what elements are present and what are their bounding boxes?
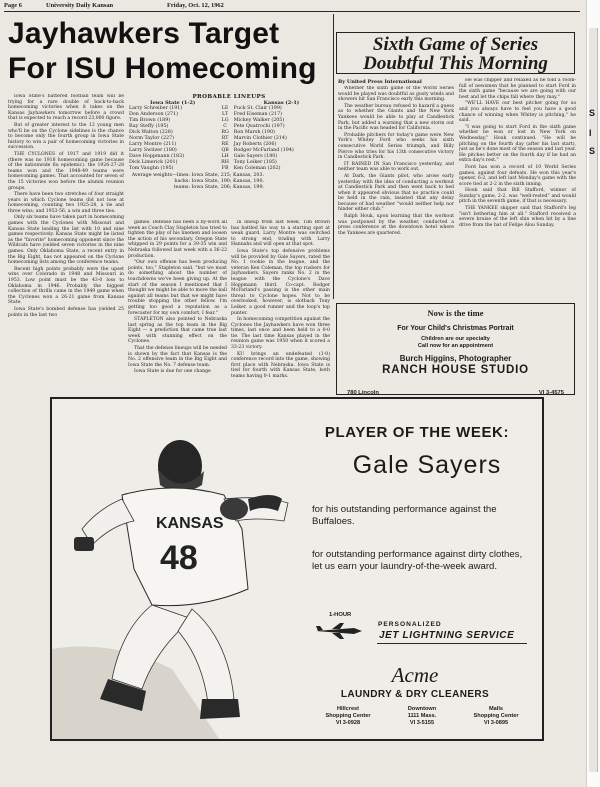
ad-text-2: for outstanding performance against dirty clothes, let us earn your laundry-of-the-week award. [312, 549, 523, 572]
paragraph: KU brings an undefeated (1-0) conference record into the game, showing first place with Nebraska. Iowa State is tied for fourth with Kansas State, both teams having 0-1 marks. [231, 351, 330, 380]
page-binding [589, 28, 598, 772]
paragraph: Ralph Houk, upon learning that the workout was postponed by the weather, conducted a press conference at the downtown hotel where the Yankees are quartered. [338, 214, 454, 236]
lineup-iowa-state-player: Dave Hoppmann (183) [129, 154, 185, 159]
ad-subhead: For Your Child's Christmas Portrait [397, 325, 514, 332]
store-hillcrest [310, 706, 386, 727]
lineup-position: RT [221, 136, 229, 141]
lineup-header-iowa-state: Iowa State (1-2) [150, 100, 196, 106]
jet-plane-icon [314, 623, 364, 639]
lineup-position: LT [222, 112, 229, 117]
page-number: Page 6 [4, 2, 22, 9]
lineup-kansas-player: Jay Roberts (206) [233, 142, 277, 147]
lineup-iowa-state-player: Don Anderson (271) [129, 112, 178, 117]
paper-name: University Daily Kansan [46, 2, 114, 9]
edge-letter: S [589, 146, 596, 156]
lineup-row [128, 166, 330, 172]
store-name: Malls [489, 706, 503, 712]
player-of-week-title: PLAYER OF THE WEEK: [324, 424, 510, 441]
store-address: Shopping Center [325, 713, 371, 719]
lineup-position: RE [221, 142, 229, 147]
story2-headline-box [336, 32, 575, 74]
paragraph: "WE'LL HAVE our best pitcher going for us and you always have to feel you have a good chance of winning when Whitey is pitching," he said. [459, 101, 576, 124]
paragraph: IT RAINED IN San Francisco yesterday, and neither team was able to work out. [338, 161, 454, 173]
store-name: Downtown [407, 706, 437, 712]
player-of-week-ad [50, 397, 544, 741]
story2-column-2 [459, 78, 576, 299]
edge-letter: I [589, 128, 592, 138]
paragraph: That the defense lineups will be needed is shown by the fact that Kansas is the No. 2 offensive team in the Big Eight and Iowa State the No. 7 defense team. [128, 346, 227, 368]
story2-column-1 [338, 86, 454, 299]
story-column-2 [128, 220, 227, 394]
paragraph: Probable pitchers for today's game were New York's Whitey Ford who seeks his sixth consecutive World Series triumph, and Billy Pierce who tries for his 13th consecutive victory in Candlestick Park. [338, 132, 454, 161]
avg-backs-value: Iowa State, 190; Kansas, 190. [191, 179, 265, 184]
lineup-kansas-player: Puck St. Clair (199) [233, 106, 282, 111]
avg-backs-label: backs: [174, 179, 190, 184]
column-divider [333, 14, 334, 299]
football-player-photo [52, 399, 302, 741]
paragraph: in lineup from last week. Tim Brown has battled his way to a starting spot at weak guard. Larry Montre was switched to strong end, trading with Larry Hannahs and will open at that spot. [231, 220, 330, 248]
story-column-3 [231, 220, 330, 394]
lineup-kansas-player: Marvin Clothier (214) [233, 136, 287, 141]
lineup-position: LE [221, 106, 229, 111]
paragraph: Iowa State is due for one change [134, 369, 211, 375]
lineup-iowa-state-player: Dick Walton (228) [129, 130, 173, 135]
store-downtown [384, 706, 460, 727]
store-address: Shopping Center [473, 713, 519, 719]
lineup-iowa-state-player: Larry Switzer (180) [129, 148, 177, 153]
paragraph: Iowa State's battered football team will be trying for a rare double of back-to-back homecoming victories when it takes on the Kansas Jayhawkers tomorrow before a crowd that is expected to reach a record 23,000 figure. [8, 94, 124, 122]
headline-line-2: For ISU Homecoming [8, 52, 317, 85]
headline-line-1: Jayhawkers Target [8, 17, 280, 50]
story-column-1 [8, 94, 124, 394]
ad-call-now: Call now for an appointment [417, 343, 494, 349]
avg-teams-value: Iowa State, 206; Kansas, 199. [191, 185, 265, 190]
story2-byline: By United Press International [338, 79, 422, 85]
avg-lines-value: Iowa State, 215; Kansas, 203. [191, 173, 265, 178]
paragraph: "Our own offense has been producing points, too," Stapleton said, "but we must do something about the number of touchdowns we've been giving up. At the start of the season I mentioned that I thought we might be able to move the ball against all teams but that we might have trouble stopping the other fellow. I'm getting too good a reputation as a forecaster for my own comfort, I fear." [128, 260, 227, 316]
avg-lines-label: Average weights—lines: [131, 173, 190, 178]
lineup-kansas-player: Pete Quatrochi (197) [233, 124, 285, 129]
story2-headline-line-2: Doubtful This Morning [363, 53, 548, 74]
paragraph: Iowa State's top defensive problems will be provided by Gale Sayers, rated the No. 1 rookie in the league, and the veteran Ken Coleman, the top rushers for Jayhawkers. Sayers ranks No. 2 in the league with the Cyclone's Dave Hoppmann third. Co-capt. Rodger McFarland's passing is the other main threat to Cyclone hopes. Not to be overlooked, however, is slotback Tony Leiker, a good runner and the loop's top punter. [231, 248, 330, 316]
one-hour-label: 1-HOUR [329, 612, 352, 618]
lineup-iowa-state-player: Tim Brown (189) [129, 118, 171, 123]
personalized-label: PERSONALIZED [378, 621, 442, 628]
lineups-table [128, 94, 330, 191]
average-weights [128, 173, 330, 191]
paragraph: Only six teams have taken part in homecoming games with the Cyclones with Missouri and Kansas State leading the list with 10 and nine games respectively. Kansas State might be listed as the "favorite" homecoming opponent since the Wildcats have yielded seven victories in the nine games. Only Oklahoma State, a recent entry in the Big Eight, has not appeared on the Cyclone homecoming lists among the conference teams. [8, 215, 124, 266]
ad-address: 780 Lincoln [347, 390, 379, 396]
store-phone: VI 3-5155 [409, 720, 435, 726]
lineup-iowa-state-player: Ray Steffy (195) [129, 124, 169, 129]
paragraph: games. Defense has been a by-word all week as Coach Clay Stapleton has tried to tighten the play of his linemen and loosen the action of his secondary. Oregon State whipped in 29 points for a 39-35 win and Nebraska followed last week with a 36-22 production. [128, 220, 227, 259]
ad-photographer: Burch Higgins, Photographer [399, 354, 512, 363]
paragraph: Whether the sixth game of the World Series would be played was doubtful as gusty winds and showers hit San Francisco early this morning. [338, 86, 454, 103]
paragraph: The weather bureau refused to hazard a guess as to whether the Giants and the New York Yankees would be able to play at Candlestick Park, but added a warning that a new storm out in the Pacific was headed for California. [338, 103, 454, 132]
lineup-iowa-state-player: Dick Limerick (201) [129, 160, 178, 165]
lineup-kansas-player: Tony Leiker (185) [233, 160, 277, 165]
store-phone: VI 3-0928 [335, 720, 361, 726]
portrait-studio-ad [336, 303, 575, 395]
store-malls [458, 706, 534, 727]
story2-headline-line-1: Sixth Game of Series [372, 34, 539, 55]
paragraph: Recent high points probably were the upset wins over Colorado in 1948 and Missouri in 1953. Low point must be the 43-0 loss to Oklahoma in 1946. Probably the biggest collection of thrills came in the 1949 game when the Cyclones won a 26-21 game from Kansas State. [8, 266, 124, 306]
paragraph: THE CYCLONES of 1917 and 1919 did it (there was no 1918 homecoming game because of the nationwide flu epidemic). the 1926-27-28 teams won and the 1948-49 teams were homecoming games. That accounted for seven of the 15 victories won before the alumni reunion groups. [8, 151, 124, 191]
lineup-kansas-player: Mickey Walker (205) [233, 118, 285, 123]
ad-text-1: for his outstanding performance against the Buffaloes. [312, 504, 497, 527]
avg-teams-label: teams: [173, 185, 190, 190]
lineup-position: LH [221, 154, 229, 159]
store-name: Hillcrest [336, 706, 360, 712]
paragraph: Houk said that Bill Stafford, winner of Sunday's game, 2-2, was "well-rested" and would pitch in the seventh game, if that is necessary. [459, 188, 576, 205]
paragraph: He was chipper and relaxed as he told a room-full of newsmen that he planned to start Ford in the sixth game "because we are going with our best and let the chips fall where they may." [459, 78, 576, 100]
lineup-position: RG [221, 130, 229, 135]
folio-line [4, 2, 576, 11]
ad-phone: VI 3-4575 [538, 390, 564, 396]
lineups-title: PROBABLE LINEUPS [192, 94, 266, 100]
lineup-iowa-state-player: Larry Montre (211) [129, 142, 177, 147]
store-phone: VI 3-0895 [483, 720, 509, 726]
paragraph: At Dark, the Giants pilot, who arose early yesterday with the idea of conducting a workout at Candlestick Park and then went back to bed when it appeared obvious that no practice could be held in the rain, insisted that any delay because of bad weather "would neither help nor hinder either club." [338, 173, 454, 213]
paragraph: THE YANKEE skipper said that Stafford's leg "isn't bothering him at all." Stafford received a severe bruise of the left shin when hit by a line drive from the bat of Felipe Alou Sunday. [459, 206, 576, 228]
service-underline [377, 643, 527, 644]
lineup-kansas-player: Ron Marsh (190) [233, 130, 275, 135]
acme-logo: Acme [391, 663, 439, 687]
ad-studio-name: RANCH HOUSE STUDIO [382, 364, 529, 376]
lineup-position: FB [221, 166, 229, 171]
jet-service-label: JET LIGHTNING SERVICE [379, 630, 515, 641]
lineup-header-kansas: Kansas (2-1) [263, 100, 300, 106]
paragraph: Iowa State's bombed defense has yielded 25 points in the last two [8, 306, 124, 318]
lineup-position: QB [221, 148, 229, 153]
player-name: Gale Sayers [352, 451, 502, 479]
store-address: 1111 Mass. [407, 713, 437, 719]
lineup-position: LG [221, 118, 229, 123]
paragraph: In homecoming competition against the Cyclones the Jayhawkers have won three times, last once and been held to a 0-0 tie. The last time Kansas played in the reunion game was 1950 when it scored a 33-23 victory. [231, 317, 330, 351]
jersey-number: 48 [160, 539, 198, 577]
paragraph: Ford has won a record of 10 World Series games, against four defeats. He won this year's opener, 6-2, and left last Monday's game with the score tied at 2-2 in the sixth inning. [459, 164, 576, 187]
lineup-iowa-state-player: Larry Schreiber (191) [129, 106, 183, 111]
paragraph: But of greater interest to the 12 young men who'll be on the Cyclone sidelines is the chance to become only the fourth group in Iowa State history to win a pair of homecoming victories in succession. [8, 122, 124, 151]
lineup-kansas-player: Ken Coleman (202) [233, 166, 281, 171]
lineup-iowa-state-player: Tom Vaughn (195) [129, 166, 174, 171]
paragraph: There have been two stretches of four straight years in which Cyclone teams did not lose at homecoming, counting two 1925-28, a tie and three wins; and 1953-56, a win and three ties. [8, 192, 124, 214]
folio-rule [4, 11, 580, 12]
lineup-kansas-player: Rodger McFarland (194) [233, 148, 294, 153]
paragraph: STAPLETON also pointed to Nebraska last spring as the top team in the Big Eight — a prediction that came true last week with stunning effect on the Cyclones. [128, 317, 227, 345]
issue-date: Friday, Oct. 12, 1962 [167, 2, 224, 9]
laundry-label: LAUNDRY & DRY CLEANERS [340, 689, 490, 700]
ad-specialty: Children are our specialty [421, 336, 490, 342]
edge-letter: S [589, 108, 596, 118]
adjacent-page-edge [586, 0, 600, 787]
paragraph: "I was going to start Ford in the sixth game whether he won or lost in New York on Wednesday," Houk continued. "He will be pitching on the fourth day (after his last start), just as he's done most of the season and last year. He pitches better on the fourth day if he had an extra day's rest." [459, 124, 576, 164]
lineup-position: RH [221, 160, 229, 165]
ad-headline: Now is the time [427, 308, 484, 318]
lineup-position: C [223, 124, 227, 129]
lineup-kansas-player: Fred Eiseman (217) [233, 112, 283, 117]
lineup-iowa-state-player: Norm Taylor (227) [129, 136, 174, 141]
jersey-text: KANSAS [156, 515, 224, 532]
lineup-kansas-player: Gale Sayers (180) [233, 154, 278, 159]
